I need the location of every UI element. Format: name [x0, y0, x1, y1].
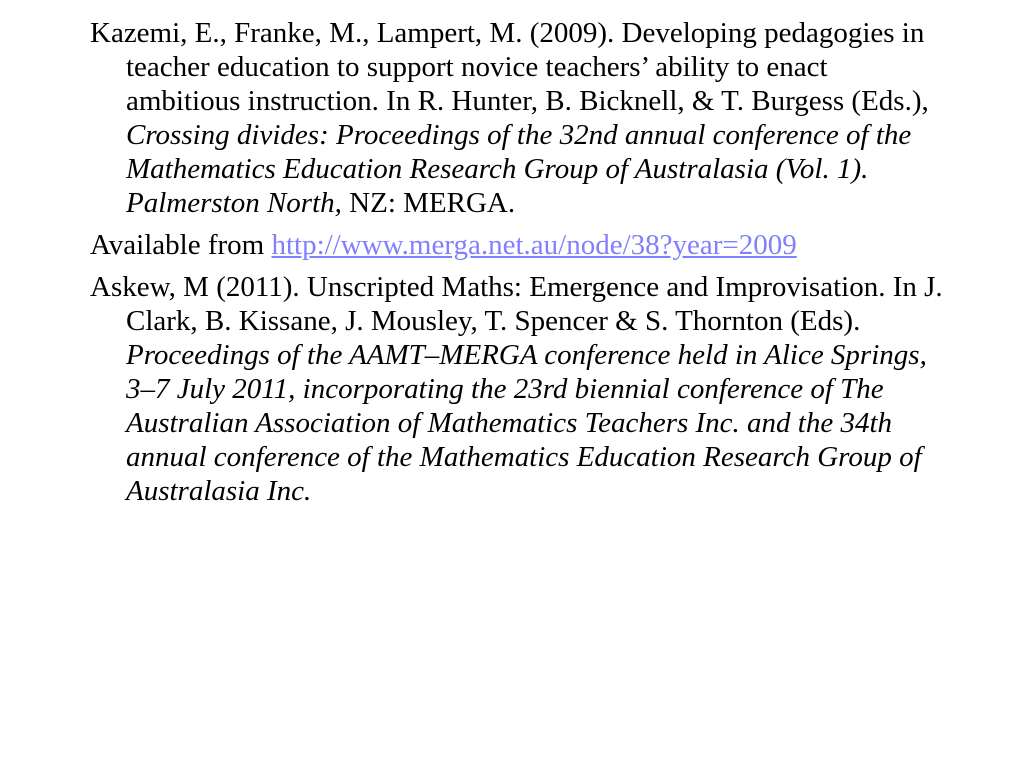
reference-kazemi	[90, 16, 944, 220]
reference-askew	[90, 270, 944, 508]
available-from-label: Available from	[90, 229, 272, 261]
reference-askew-text: Askew, M (2011). Unscripted Maths: Emergence and Improvisation. In J. Clark, B. Kissane, J. Mousley, T. Spencer & S. Thornton (Eds).	[90, 271, 943, 337]
reference-askew-title: Proceedings of the AAMT–MERGA conference held in Alice Springs, 3–7 July 2011, incorporating the 23rd biennial conference of The Australian Association of Mathematics Teachers Inc. and the 34th annual conference of the Mathematics Education Research Group of Australasia Inc.	[126, 339, 927, 507]
reference-availability	[90, 228, 944, 262]
reference-kazemi-publisher: NZ: MERGA.	[341, 187, 516, 219]
reference-kazemi-text: Kazemi, E., Franke, M., Lampert, M. (2009). Developing pedagogies in teacher education to support novice teachers’ ability to enact ambitious instruction. In R. Hunter, B. Bicknell, & T. Burgess (Eds.),	[90, 17, 929, 117]
merga-link[interactable]: http://www.merga.net.au/node/38?year=2009	[271, 229, 797, 261]
reference-kazemi-title: Crossing divides: Proceedings of the 32nd annual conference of the Mathematics Education Research Group of Australasia (Vol. 1). Palmerston North,	[126, 119, 912, 219]
